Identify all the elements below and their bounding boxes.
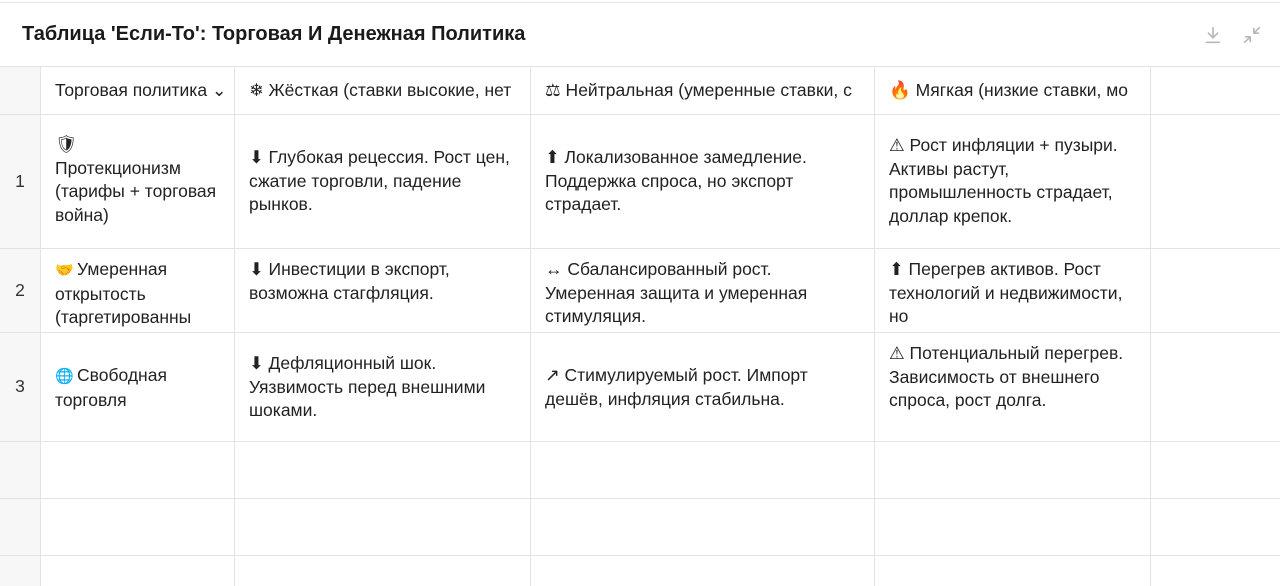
row-index: 2 (0, 249, 41, 332)
row-index: 3 (0, 333, 41, 441)
table-cell[interactable]: 🤝 Умеренная открытость (таргетированны (41, 249, 235, 332)
table-cell[interactable] (1151, 333, 1280, 441)
table-cell[interactable] (41, 442, 235, 498)
handshake-icon: 🤝 (55, 262, 74, 279)
table-cell[interactable] (235, 442, 531, 498)
table-cell[interactable]: ⬆ Перегрев активов. Рост технологий и недвижимости, но (875, 249, 1151, 332)
table-cell[interactable]: ↔ Сбалансированный рост. Умеренная защита и умеренная стимуляция. (531, 249, 875, 332)
table-cell[interactable] (1151, 249, 1280, 332)
table-cell[interactable]: 🛡 Протекционизм (тарифы + торговая война) (41, 115, 235, 248)
corner-cell (0, 67, 41, 114)
table-cell[interactable] (531, 499, 875, 555)
table-cell[interactable]: ↗ Стимулируемый рост. Импорт дешёв, инфляция стабильна. (531, 333, 875, 441)
page-title: Таблица 'Если-То': Торговая И Денежная Политика (22, 23, 526, 45)
row-index (0, 556, 41, 586)
column-header-empty (1151, 67, 1280, 114)
table-cell[interactable] (1151, 556, 1280, 586)
column-header-trade-policy[interactable]: Торговая политика ⌄ (41, 67, 235, 114)
table-header-bar (0, 3, 1280, 67)
column-header-soft[interactable]: 🔥 Мягкая (низкие ставки, мо (875, 67, 1151, 114)
table-cell[interactable] (41, 499, 235, 555)
row-index (0, 442, 41, 498)
row-index: 1 (0, 115, 41, 248)
empty-table-row (0, 442, 1280, 499)
table-cell[interactable] (875, 499, 1151, 555)
download-icon[interactable] (1201, 23, 1225, 47)
table-cell[interactable] (875, 442, 1151, 498)
table-cell[interactable]: 🌐 Свободная торговля (41, 333, 235, 441)
table-cell[interactable] (1151, 442, 1280, 498)
table-row (0, 249, 1280, 333)
collapse-icon[interactable] (1240, 23, 1264, 47)
table-cell[interactable]: ⬆ Локализованное замедление. Поддержка спроса, но экспорт страдает. (531, 115, 875, 248)
table-cell[interactable] (875, 556, 1151, 586)
table-cell[interactable] (1151, 499, 1280, 555)
table-header-row (0, 67, 1280, 115)
empty-table-row (0, 499, 1280, 556)
table-row (0, 333, 1280, 442)
shield-icon: 🛡 (55, 134, 78, 154)
globe-icon: 🌐 (55, 368, 74, 385)
table-cell[interactable]: ⚠ Потенциальный перегрев. Зависимость от внешнего спроса, рост долга. (875, 333, 1151, 441)
table-cell[interactable] (531, 442, 875, 498)
data-table (0, 67, 1280, 572)
table-cell[interactable] (531, 556, 875, 586)
table-cell[interactable]: ⬇ Глубокая рецессия. Рост цен, сжатие торговли, падение рынков. (235, 115, 531, 248)
column-header-tight[interactable]: ❄ Жёсткая (ставки высокие, нет (235, 67, 531, 114)
table-cell[interactable]: ⬇ Дефляционный шок. Уязвимость перед внешними шоками. (235, 333, 531, 441)
table-cell[interactable] (1151, 115, 1280, 248)
table-cell[interactable] (235, 556, 531, 586)
table-row (0, 115, 1280, 249)
empty-table-row (0, 556, 1280, 586)
table-cell[interactable]: ⬇ Инвестиции в экспорт, возможна стагфляция. (235, 249, 531, 332)
column-header-neutral[interactable]: ⚖ Нейтральная (умеренные ставки, с (531, 67, 875, 114)
table-cell[interactable] (235, 499, 531, 555)
row-index (0, 499, 41, 555)
table-cell[interactable] (41, 556, 235, 586)
table-cell[interactable]: ⚠ Рост инфляции + пузыри. Активы растут, промышленность страдает, доллар крепок. (875, 115, 1151, 248)
